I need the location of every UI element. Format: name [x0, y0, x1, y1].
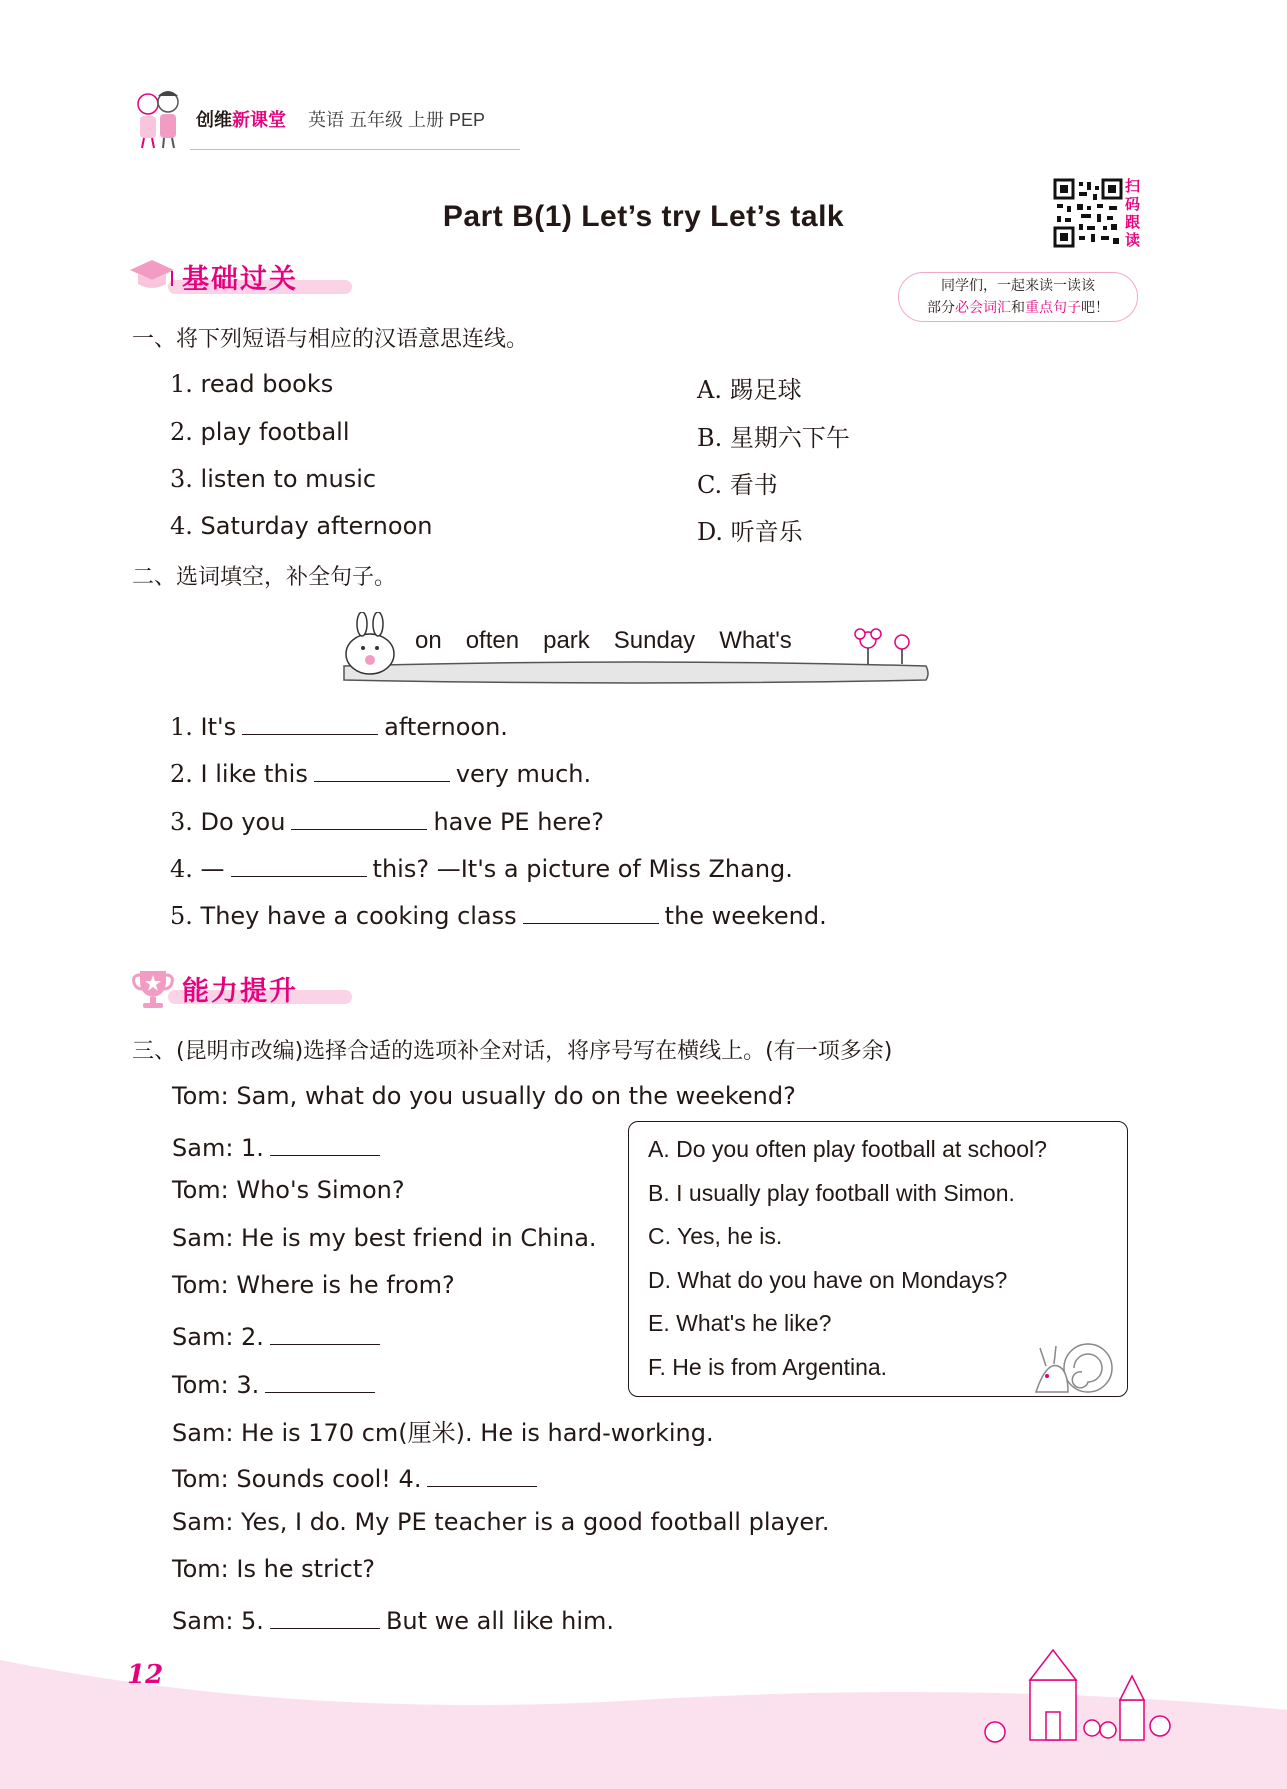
option-item[interactable]: D. What do you have on Mondays?	[648, 1267, 1008, 1293]
dialogue-line: Tom: Sounds cool! 4.	[172, 1460, 543, 1493]
dialogue-line: Tom: Where is he from?	[172, 1271, 455, 1299]
match-left-item[interactable]: 2. play football	[170, 418, 350, 446]
answer-blank[interactable]	[270, 1129, 380, 1156]
section-banner-advanced	[130, 965, 298, 1011]
brand-name: 创维新课堂	[196, 110, 286, 130]
word-option[interactable]: often	[465, 627, 520, 654]
answer-blank[interactable]	[314, 755, 450, 782]
answer-blank[interactable]	[270, 1318, 380, 1345]
dialogue-line: Sam: He is 170 cm(厘米). He is hard-working.	[172, 1419, 714, 1447]
answer-blank[interactable]	[231, 850, 367, 877]
qr-label: 扫码跟读	[1125, 178, 1141, 249]
match-right-item[interactable]: B. 星期六下午	[697, 424, 850, 452]
trophy-icon	[130, 965, 176, 1011]
option-item[interactable]: E. What's he like?	[648, 1310, 832, 1336]
dialogue-line: Sam: 5. But we all like him.	[172, 1602, 614, 1635]
page-number: 12	[127, 1660, 164, 1690]
qr-code-icon[interactable]	[1053, 178, 1123, 248]
option-item[interactable]: F. He is from Argentina.	[648, 1354, 888, 1380]
dialogue-line: Tom: Sam, what do you usually do on the weekend?	[172, 1082, 796, 1110]
page-title: Part B(1) Let’s try Let’s talk	[442, 200, 845, 233]
answer-blank[interactable]	[242, 708, 378, 735]
answer-blank[interactable]	[265, 1366, 375, 1393]
answer-blank[interactable]	[523, 897, 659, 924]
dialogue-line: Tom: 3.	[172, 1366, 381, 1399]
dialogue-line: Tom: Is he strict?	[172, 1555, 375, 1583]
option-item[interactable]: A. Do you often play football at school?	[648, 1136, 1047, 1162]
bubble-line: 部分必会词汇和重点句子吧！	[927, 300, 1109, 316]
word-option[interactable]: What's	[719, 627, 792, 654]
match-left-item[interactable]: 3. listen to music	[170, 465, 377, 493]
word-option[interactable]: park	[543, 627, 590, 654]
page-header	[130, 88, 485, 150]
dialogue-line: Tom: Who's Simon?	[172, 1176, 405, 1204]
section-title: 能力提升	[182, 975, 298, 1006]
match-right-item[interactable]: C. 看书	[697, 471, 778, 499]
match-right-item[interactable]: D. 听音乐	[697, 518, 803, 546]
question-heading: 二、选词填空，补全句子。	[132, 565, 397, 590]
kids-mascot-icon	[130, 88, 186, 150]
bubble-line: 同学们，一起来读一读该	[941, 278, 1095, 294]
section-title: 基础过关	[182, 263, 298, 294]
fill-sentence: 4. — this? —It's a picture of Miss Zhang.	[170, 850, 793, 883]
fill-sentence: 3. Do you have PE here?	[170, 803, 604, 836]
dialogue-line: Sam: 1.	[172, 1129, 386, 1162]
graduation-cap-icon	[128, 254, 176, 298]
option-item[interactable]: C. Yes, he is.	[648, 1223, 783, 1249]
snail-icon	[1030, 1334, 1120, 1398]
match-left-item[interactable]: 1. read books	[170, 370, 334, 398]
answer-blank[interactable]	[427, 1460, 537, 1487]
answer-blank[interactable]	[291, 803, 427, 830]
bunny-icon	[346, 612, 394, 674]
section-banner-basic	[128, 254, 298, 298]
dialogue-line: Sam: He is my best friend in China.	[172, 1224, 597, 1252]
option-item[interactable]: B. I usually play football with Simon.	[648, 1180, 1015, 1206]
word-option[interactable]: Sunday	[613, 627, 696, 654]
book-info: 英语 五年级 上册 PEP	[308, 110, 486, 130]
flower-icon	[855, 629, 909, 664]
word-option[interactable]: on	[415, 627, 442, 654]
dialogue-line: Sam: 2.	[172, 1318, 386, 1351]
dialogue-line: Sam: Yes, I do. My PE teacher is a good football player.	[172, 1508, 830, 1536]
question-heading: 三、(昆明市改编)选择合适的选项补全对话，将序号写在横线上。(有一项多余)	[132, 1039, 893, 1064]
match-right-item[interactable]: A. 踢足球	[697, 376, 802, 404]
header-divider	[190, 149, 520, 150]
fill-sentence: 5. They have a cooking class the weekend.	[170, 897, 827, 930]
fill-sentence: 1. It's afternoon.	[170, 708, 508, 741]
tip-bubble	[898, 272, 1138, 322]
match-left-item[interactable]: 4. Saturday afternoon	[170, 512, 433, 540]
word-bank	[415, 627, 792, 655]
question-heading: 一、将下列短语与相应的汉语意思连线。	[132, 327, 529, 352]
fill-sentence: 2. I like this very much.	[170, 755, 591, 788]
footer-decoration	[0, 1620, 1287, 1789]
